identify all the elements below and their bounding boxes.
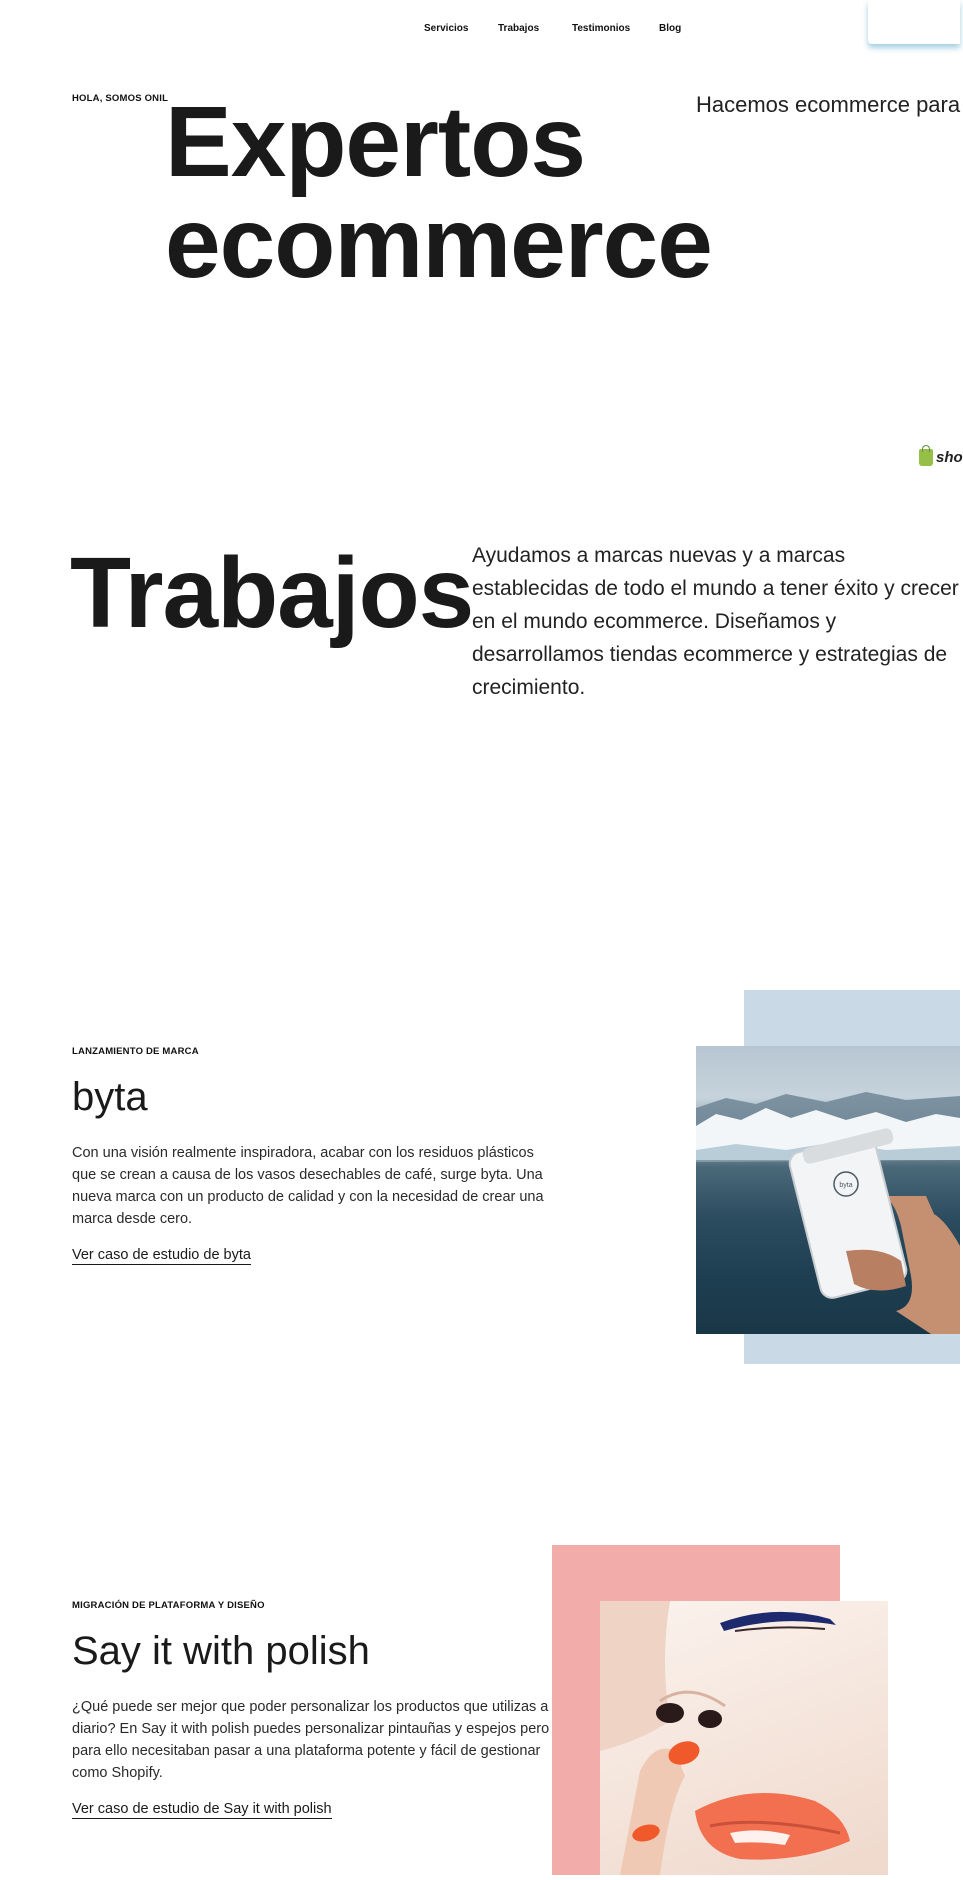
work-section-title: Trabajos — [70, 537, 474, 649]
hero-title-line-2: ecommerce — [165, 187, 712, 299]
byta-cup-photo — [696, 1046, 960, 1334]
case-category: LANZAMIENTO DE MARCA — [72, 1046, 199, 1057]
hero-eyebrow: HOLA, SOMOS ONIL — [72, 93, 169, 104]
main-nav — [0, 23, 960, 37]
nav-link-trabajos[interactable]: Trabajos — [498, 23, 540, 34]
nav-link-blog[interactable]: Blog — [659, 23, 682, 34]
polish-photo-illustration — [600, 1601, 888, 1875]
work-section-description: Ayudamos a marcas nuevas y a marcas establecidas de todo el mundo a tener éxito y crecer en el mundo ecommerce. Diseñamos y desarrollamos tiendas ecommerce y estrategias de crecimiento. — [472, 544, 959, 699]
nav-link-servicios[interactable]: Servicios — [424, 23, 469, 34]
hero-title — [165, 86, 725, 299]
shopify-bag-icon — [919, 449, 933, 466]
polish-model-photo — [600, 1601, 888, 1875]
case-description: ¿Qué puede ser mejor que poder personalizar los productos que utilizas a diario? En Say it with polish puedes personalizar pintauñas y espejos pero para ello necesitaban pasar a una plataforma potente y fácil de gestionar como Shopify. — [72, 1699, 550, 1781]
shopify-partner-badge — [919, 449, 963, 466]
case-description: Con una visión realmente inspiradora, acabar con los residuos plásticos que se crean a causa de los vasos desechables de café, surge byta. Una nueva marca con un producto de calidad y con la necesidad de crear una marca desde cero. — [72, 1145, 544, 1227]
header-cta-panel[interactable] — [868, 0, 960, 44]
case-title: Say it with polish — [72, 1629, 370, 1673]
case-category: MIGRACIÓN DE PLATAFORMA Y DISEÑO — [72, 1600, 265, 1611]
byta-photo-illustration — [696, 1046, 960, 1334]
hero-tagline: Hacemos ecommerce para — [696, 92, 961, 117]
case-study-link-byta[interactable]: Ver caso de estudio de byta — [72, 1247, 251, 1263]
hero-title-line-1: Expertos — [165, 86, 585, 198]
byta-cup-logo: byta — [839, 1182, 853, 1189]
nav-link-testimonios[interactable]: Testimonios — [572, 23, 631, 34]
case-title: byta — [72, 1075, 148, 1119]
case-study-link-say-it-with-polish[interactable]: Ver caso de estudio de Say it with polish — [72, 1801, 332, 1817]
shopify-badge-label: sho — [936, 449, 963, 466]
